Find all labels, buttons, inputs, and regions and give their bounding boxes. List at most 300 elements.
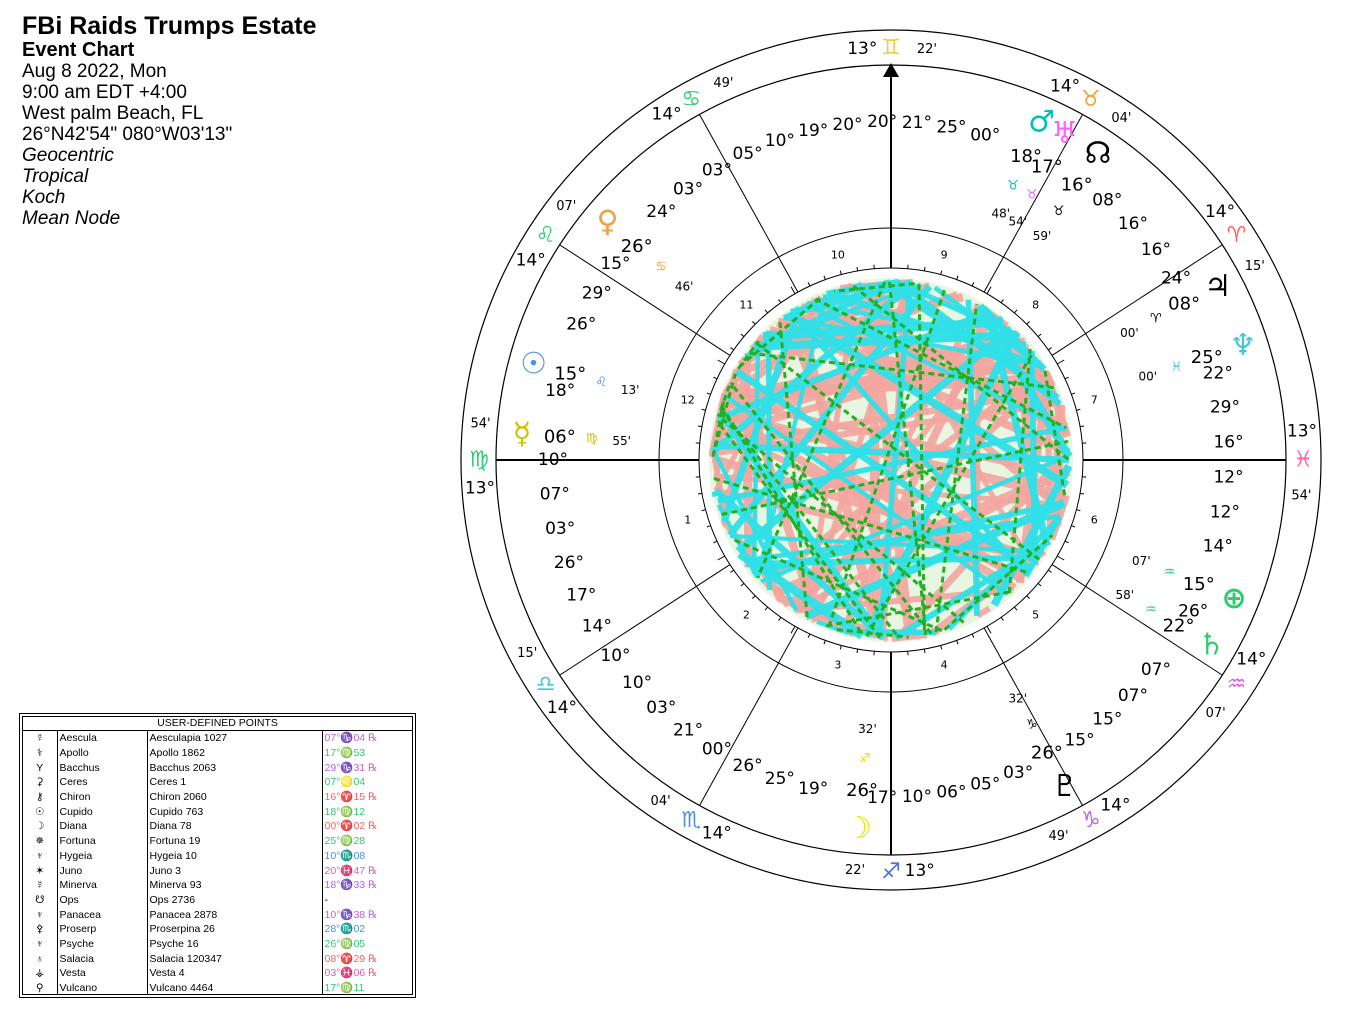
cusp-minute: 54' (1291, 488, 1312, 504)
point-full-name: Ceres 1 (147, 775, 322, 790)
cusp-minute: 54' (470, 416, 491, 432)
table-row (23, 790, 412, 805)
planet-glyph-icon: ☽ (845, 811, 873, 847)
point-position: 17°♍53 (324, 747, 366, 760)
degree-tick (1080, 493, 1084, 494)
table-row (23, 746, 412, 761)
point-full-name: Apollo 1862 (147, 746, 322, 761)
point-glyph-icon: ⚕ (23, 746, 57, 761)
point-position: 10°♑38 ℞ (324, 908, 378, 921)
point-short-name: Ceres (57, 775, 147, 790)
planet-minute: 00' (1138, 369, 1158, 384)
planet-glyph-icon: ♇ (1051, 769, 1079, 805)
degree-tick (1027, 596, 1030, 599)
point-degree: 03° (646, 698, 677, 719)
table-row (23, 819, 412, 834)
planet-degree: 15° (554, 363, 587, 385)
planet-minute: 13' (620, 383, 640, 398)
point-glyph-icon: ☿ (23, 731, 57, 746)
event-time: 9:00 am EDT +4:00 (22, 82, 187, 103)
cusp-sign-icon: ♎ (535, 671, 556, 697)
option-geocentric: Geocentric (22, 145, 114, 166)
house-number: 1 (684, 513, 692, 527)
cusp-sign-icon: ♓ (1293, 447, 1313, 473)
point-degree: 21° (901, 112, 933, 133)
point-short-name: Chiron (57, 790, 147, 805)
planet-sign-icon: ♋ (655, 259, 668, 275)
point-degree: 25° (764, 769, 795, 790)
planet-degree: 26° (846, 780, 879, 802)
degree-tick (987, 287, 991, 294)
point-full-name: Bacchus 2063 (147, 760, 322, 775)
cusp-degree: 14° (701, 823, 732, 844)
cusp-minute: 22' (916, 42, 937, 58)
point-glyph-icon: ☉ (23, 804, 57, 819)
degree-tick (857, 649, 858, 653)
degree-tick (707, 393, 711, 394)
point-degree: 16° (1213, 432, 1244, 453)
point-short-name: Apollo (57, 746, 147, 761)
point-glyph-icon: ✶ (23, 863, 57, 878)
point-short-name: Proserp (57, 922, 147, 937)
point-degree: 10° (901, 787, 933, 808)
point-degree: 10° (537, 450, 569, 470)
point-glyph-icon: ☿ (23, 878, 57, 893)
table-row (23, 951, 412, 966)
degree-tick (1001, 299, 1003, 302)
point-degree: 16° (1117, 213, 1148, 234)
point-degree: 10° (764, 130, 795, 151)
planet-glyph-icon: ☉ (520, 346, 548, 382)
aspect-lines (709, 278, 1073, 642)
point-degree: 17° (566, 585, 597, 606)
planet-glyph-icon: ☊ (1084, 135, 1112, 171)
point-degree: 07° (1117, 686, 1148, 707)
degree-tick (779, 617, 781, 620)
point-short-name: Vulcano (57, 981, 147, 996)
planet-sign-icon: ♍ (585, 431, 598, 447)
point-full-name: Psyche 16 (147, 937, 322, 952)
cusp-sign-icon: ♈ (1226, 223, 1247, 249)
planet-degree: 06° (543, 426, 576, 448)
point-glyph-icon: ♆ (23, 849, 57, 864)
cusp-sign-icon: ♍ (469, 447, 489, 473)
point-position: 18°♍12 (324, 805, 366, 818)
table-row (23, 893, 412, 908)
point-full-name: Salacia 120347 (147, 951, 322, 966)
degree-tick (1065, 377, 1069, 379)
house-number: 4 (940, 658, 948, 672)
point-position: 17°♍11 (324, 982, 365, 995)
degree-tick (1057, 556, 1064, 560)
degree-tick (707, 526, 711, 527)
planet-minute: 48' (991, 206, 1011, 221)
point-position: 20°♓47 ℞ (324, 864, 378, 877)
planet-minute: 07' (1132, 554, 1151, 569)
table-row (23, 863, 412, 878)
point-degree: 12° (1209, 502, 1241, 523)
degree-tick (698, 493, 702, 494)
cusp-sign-icon: ♏ (681, 807, 702, 833)
point-position: 00°♈02 ℞ (324, 820, 378, 833)
point-full-name: Chiron 2060 (147, 790, 322, 805)
degree-tick (808, 282, 810, 286)
degree-tick (779, 299, 781, 302)
option-node: Mean Node (22, 208, 121, 229)
degree-tick (1076, 409, 1080, 410)
house-number: 6 (1090, 513, 1098, 527)
cusp-sign-icon: ♐ (881, 859, 901, 885)
point-degree: 03° (701, 160, 732, 181)
event-coords: 26°N42'54" 080°W03'13" (22, 124, 233, 145)
chart-subtitle: Event Chart (22, 39, 135, 61)
option-tropical: Tropical (22, 166, 89, 187)
degree-tick (1038, 583, 1041, 586)
degree-tick (1048, 348, 1051, 350)
event-place: West palm Beach, FL (22, 103, 204, 124)
table-row (23, 731, 412, 746)
degree-tick (1057, 360, 1064, 364)
degree-tick (765, 310, 768, 313)
degree-tick (698, 426, 702, 427)
point-degree: 15° (600, 254, 631, 275)
cusp-minute: 22' (845, 862, 866, 878)
point-short-name: Psyche (57, 937, 147, 952)
house-number: 5 (1032, 608, 1040, 622)
cusp-sign-icon: ♉ (1080, 87, 1101, 113)
degree-tick (1027, 321, 1030, 324)
planet-glyph-icon: ♅ (1051, 115, 1079, 151)
degree-tick (1071, 393, 1075, 394)
house-number: 11 (739, 298, 754, 312)
degree-tick (1014, 607, 1017, 610)
planet-glyph-icon: ♃ (1204, 268, 1232, 304)
cusp-minute: 04' (1111, 110, 1132, 126)
point-degree: 26° (1178, 601, 1209, 622)
cusp-sign-icon: ♊ (881, 35, 901, 61)
cusp-degree: 14° (1050, 76, 1081, 97)
point-degree: 22° (1202, 363, 1233, 384)
point-degree: 26° (566, 314, 597, 335)
planet-degree: 18° (1010, 146, 1042, 168)
cusp-degree: 13° (464, 478, 496, 499)
option-house-system: Koch (22, 187, 66, 208)
point-full-name: Minerva 93 (147, 878, 322, 893)
point-position: 10°♏08 (324, 849, 366, 862)
degree-tick (713, 541, 717, 543)
planet-degree: 15° (1182, 573, 1215, 595)
planet-degree: 26° (620, 236, 653, 258)
degree-tick (808, 634, 810, 638)
planet-minute: 32' (1008, 691, 1028, 706)
table-row (23, 937, 412, 952)
degree-tick (713, 377, 717, 379)
point-degree: 07° (1140, 659, 1171, 680)
point-position: 29°♑31 ℞ (324, 761, 378, 774)
point-full-name: Juno 3 (147, 863, 322, 878)
point-glyph-icon: ⚲ (23, 981, 57, 996)
degree-tick (1065, 541, 1069, 543)
planet-minute: 54' (1008, 214, 1028, 229)
planet-sign-icon: ♉ (1007, 178, 1019, 194)
degree-tick (987, 626, 991, 633)
point-degree: 10° (600, 645, 631, 666)
planet-glyph-icon: ♄ (1197, 627, 1225, 663)
degree-tick (941, 271, 942, 275)
planet-sign-icon: ♓ (1170, 359, 1183, 375)
point-full-name: Panacea 2878 (147, 907, 322, 922)
point-position: 07°♌04 (324, 776, 366, 789)
point-position: 26°♍05 (324, 937, 366, 950)
point-degree: 00° (701, 739, 732, 760)
planet-glyph-icon: ⊕ (1221, 581, 1247, 617)
point-degree: 08° (1092, 190, 1123, 211)
degree-tick (957, 276, 958, 280)
point-glyph-icon: ☽ (23, 819, 57, 834)
cusp-degree: 14° (515, 250, 546, 271)
cusp-minute: 04' (650, 794, 671, 810)
cusp-sign-icon: ♌ (535, 223, 556, 249)
degree-tick (924, 267, 925, 271)
point-full-name: Vesta 4 (147, 966, 322, 981)
point-degree: 07° (539, 484, 570, 505)
chart-title: FBi Raids Trumps Estate (22, 12, 317, 40)
degree-tick (752, 596, 755, 599)
cusp-degree: 14° (1204, 202, 1236, 223)
point-degree: 18° (545, 380, 576, 401)
cusp-minute: 49' (713, 76, 734, 92)
point-degree: 20° (832, 114, 863, 135)
point-degree: 05° (970, 774, 1001, 795)
house-number: 8 (1032, 298, 1040, 312)
point-degree: 24° (1160, 268, 1192, 289)
degree-tick (824, 640, 825, 644)
degree-tick (957, 640, 958, 644)
cusp-degree: 14° (546, 697, 578, 718)
point-full-name: Diana 78 (147, 819, 322, 834)
point-degree: 19° (798, 121, 829, 142)
table-caption: USER-DEFINED POINTS (23, 717, 412, 731)
point-full-name: Cupido 763 (147, 804, 322, 819)
table-row (23, 775, 412, 790)
point-position: 28°♏02 (324, 923, 366, 936)
point-degree: 14° (581, 616, 612, 637)
point-short-name: Cupido (57, 804, 147, 819)
point-position: 25°♍28 (324, 835, 366, 848)
planet-degree: 25° (1190, 346, 1223, 368)
point-degree: 03° (545, 519, 576, 540)
table-row (23, 804, 412, 819)
point-degree: 29° (1209, 397, 1241, 418)
point-position: 08°♈29 ℞ (324, 952, 378, 965)
degree-tick (941, 645, 942, 649)
point-short-name: Vesta (57, 966, 147, 981)
degree-tick (730, 348, 733, 350)
degree-tick (824, 276, 825, 280)
degree-tick (1038, 334, 1041, 337)
planet-degree: 08° (1168, 293, 1201, 315)
degree-tick (1076, 510, 1080, 511)
point-degree: 06° (936, 782, 967, 803)
planet-degree: 26° (1030, 742, 1063, 764)
cusp-minute: 07' (556, 198, 577, 214)
point-glyph-icon: ♁ (23, 951, 57, 966)
point-degree: 14° (1202, 536, 1233, 557)
point-position: - (324, 893, 328, 906)
house-number: 9 (940, 248, 948, 262)
point-degree: 05° (732, 143, 763, 164)
point-glyph-icon: ♆ (23, 907, 57, 922)
planet-degree: 17° (1030, 156, 1063, 178)
degree-tick (1071, 526, 1075, 527)
cusp-degree: 13° (904, 860, 935, 881)
table-row (23, 834, 412, 849)
point-short-name: Diana (57, 819, 147, 834)
point-glyph-icon: Y (23, 760, 57, 775)
cusp-degree: 13° (847, 39, 878, 60)
planet-sign-icon: ♈ (1150, 311, 1162, 327)
point-degree: 26° (553, 552, 585, 573)
planet-minute: 00' (1120, 326, 1139, 341)
planet-sign-icon: ♉ (1026, 187, 1038, 203)
degree-tick (765, 607, 768, 610)
point-degree: 17° (867, 787, 898, 808)
degree-tick (1001, 617, 1003, 620)
planet-minute: 32' (858, 721, 877, 736)
point-degree: 12° (1213, 467, 1244, 488)
planet-sign-icon: ♒ (1144, 602, 1157, 618)
table-row (23, 878, 412, 893)
house-number: 3 (834, 658, 842, 672)
degree-tick (752, 321, 755, 324)
point-short-name: Juno (57, 863, 147, 878)
planet-glyph-icon: ♂ (1028, 104, 1055, 140)
point-glyph-icon: ⚴ (23, 922, 57, 937)
degree-tick (730, 570, 733, 572)
point-short-name: Hygeia (57, 849, 147, 864)
point-full-name: Hygeia 10 (147, 849, 322, 864)
point-glyph-icon: ✵ (23, 834, 57, 849)
point-degree: 21° (672, 720, 704, 741)
point-full-name: Proserpina 26 (147, 922, 322, 937)
event-date: Aug 8 2022, Mon (22, 61, 167, 82)
point-degree: 24° (646, 201, 677, 222)
cusp-degree: 14° (1236, 649, 1267, 670)
planet-glyph-icon: ♆ (1229, 328, 1257, 364)
point-full-name: Aesculapia 1027 (147, 731, 322, 746)
point-glyph-icon: ⚳ (23, 775, 57, 790)
point-full-name: Ops 2736 (147, 893, 322, 908)
degree-tick (857, 267, 858, 271)
planet-sign-icon: ♒ (1163, 564, 1175, 580)
point-degree: 00° (970, 125, 1001, 146)
table-row (23, 760, 412, 775)
table-row (23, 907, 412, 922)
point-degree: 26° (732, 756, 763, 777)
planet-degree: 22° (1162, 615, 1195, 637)
point-degree: 03° (1003, 763, 1034, 784)
house-number: 7 (1090, 393, 1098, 407)
cusp-sign-icon: ♑ (1080, 807, 1101, 833)
chart-header (22, 12, 317, 229)
user-defined-points-table (19, 713, 416, 998)
point-short-name: Panacea (57, 907, 147, 922)
cusp-minute: 15' (1244, 259, 1265, 275)
point-full-name: Vulcano 4464 (147, 981, 322, 996)
cusp-degree: 14° (651, 104, 682, 125)
point-position: 16°♈15 ℞ (324, 791, 378, 804)
degree-tick (1014, 310, 1017, 313)
table-row (23, 966, 412, 981)
point-short-name: Ops (57, 893, 147, 908)
degree-tick (840, 645, 841, 649)
degree-tick (718, 556, 725, 560)
degree-tick (718, 360, 725, 364)
point-glyph-icon: ☋ (23, 893, 57, 908)
house-number: 10 (830, 248, 845, 262)
cusp-minute: 15' (517, 645, 538, 661)
point-short-name: Salacia (57, 951, 147, 966)
point-short-name: Minerva (57, 878, 147, 893)
planet-minute: 58' (1115, 588, 1135, 602)
degree-tick (702, 409, 706, 410)
degree-tick (840, 271, 841, 275)
degree-tick (1080, 426, 1084, 427)
point-position: 07°♑04 ℞ (324, 732, 378, 745)
planet-sign-icon: ♑ (1026, 717, 1038, 733)
point-degree: 15° (1092, 709, 1123, 730)
point-short-name: Aescula (57, 731, 147, 746)
point-degree: 10° (622, 673, 653, 694)
point-glyph-icon: ⚶ (23, 966, 57, 981)
degree-tick (972, 634, 974, 638)
table-row (23, 922, 412, 937)
degree-tick (972, 282, 974, 286)
table-row (23, 981, 412, 996)
cusp-degree: 14° (1100, 795, 1131, 816)
planet-minute: 46' (674, 279, 694, 294)
cusp-sign-icon: ♒ (1226, 671, 1247, 697)
planet-degree: 16° (1060, 174, 1093, 196)
point-short-name: Fortuna (57, 834, 147, 849)
point-degree: 15° (1064, 730, 1095, 751)
point-full-name: Fortuna 19 (147, 834, 322, 849)
planet-sign-icon: ♉ (1052, 203, 1065, 219)
degree-tick (702, 510, 706, 511)
planet-sign-icon: ♌ (595, 374, 608, 390)
cusp-degree: 13° (1286, 421, 1318, 442)
point-short-name: Bacchus (57, 760, 147, 775)
house-number: 2 (742, 608, 750, 622)
table-row (23, 849, 412, 864)
point-degree: 03° (672, 179, 704, 200)
point-position: 03°♓06 ℞ (324, 967, 378, 980)
planet-glyph-icon: ♀ (596, 204, 619, 240)
planet-sign-icon: ♐ (859, 751, 871, 767)
degree-tick (791, 626, 795, 633)
point-degree: 16° (1140, 240, 1171, 261)
point-degree: 19° (798, 778, 829, 799)
house-number: 12 (680, 393, 695, 407)
planet-glyph-icon: ☿ (512, 416, 532, 452)
planet-minute: 59' (1032, 229, 1052, 244)
point-position: 18°♑33 ℞ (324, 879, 378, 892)
degree-tick (924, 649, 925, 653)
degree-tick (741, 583, 744, 586)
planet-minute: 55' (612, 434, 631, 449)
degree-tick (741, 334, 744, 337)
degree-tick (791, 287, 795, 294)
